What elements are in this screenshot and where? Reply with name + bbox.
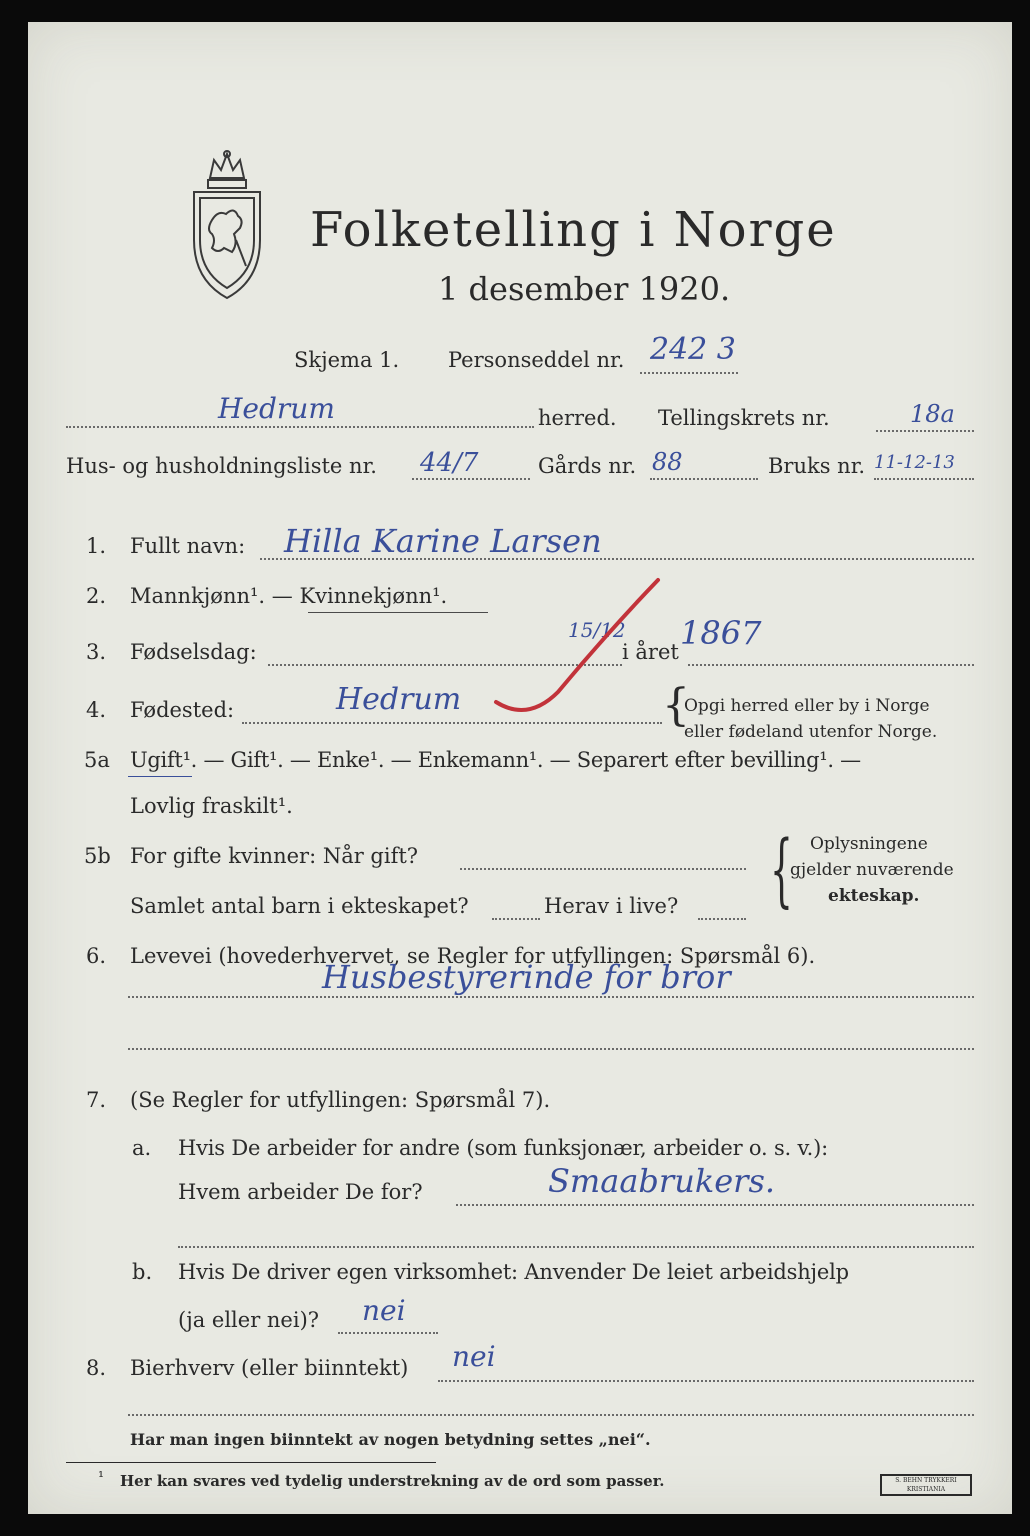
gards-label: Gårds nr. [538,454,637,478]
q7a-number: a. [132,1136,152,1160]
tellingskrets-value[interactable]: 18a [910,400,955,428]
q5b-brace: { [769,823,793,916]
q5a-ugift-underline [128,776,192,777]
q5b-line2a: Samlet antal barn i ekteskapet? [130,894,469,918]
q7b-line2: (ja eller nei)? [178,1308,320,1332]
q5b-note-line3: ekteskap. [828,886,920,906]
q7a-line1: Hvis De arbeider for andre (som funksjonær, arbeider o. s. v.): [178,1136,828,1160]
q8-line [438,1380,974,1382]
personseddel-line [640,372,738,374]
q5b-line1: For gifte kvinner: Når gift? [130,844,419,868]
q6-value[interactable]: Husbestyrerinde for bror [322,958,731,996]
bruks-value[interactable]: 11-12-13 [874,452,955,473]
skjema-label: Skjema 1. [294,348,400,372]
gards-line [650,478,758,480]
q7a-line [456,1204,974,1206]
q1-value[interactable]: Hilla Karine Larsen [284,522,602,560]
q4-note-line2: eller fødeland utenfor Norge. [684,722,938,742]
q1-label: Fullt navn: [130,534,246,558]
gards-value[interactable]: 88 [652,448,683,476]
q3-year-value[interactable]: 1867 [680,614,762,652]
q8-line2 [128,1414,974,1416]
q2-label: Mannkjønn¹. — Kvinnekjønn¹. [130,584,448,608]
bruks-label: Bruks nr. [768,454,866,478]
q5b-line2b: Herav i live? [544,894,679,918]
q4-brace: { [662,680,690,731]
q4-value[interactable]: Hedrum [336,682,462,717]
q5a-line1: Ugift¹. — Gift¹. — Enke¹. — Enkemann¹. — Separert efter bevilling¹. — [130,748,861,772]
personseddel-label: Personseddel nr. [448,348,625,372]
q3-number: 3. [86,640,107,664]
q4-note-line1: Opgi herred eller by i Norge [684,696,930,716]
q6-label: Levevei (hovederhvervet, se Regler for utfyllingen: Spørsmål 6). [130,944,816,968]
q2-number: 2. [86,584,107,608]
footer-note: Har man ingen biinntekt av nogen betydning settes „nei“. [130,1430,651,1449]
q4-number: 4. [86,698,107,722]
q8-number: 8. [86,1356,107,1380]
q7b-line [338,1332,438,1334]
hus-label: Hus- og husholdningsliste nr. [66,454,377,478]
footnote-text: Her kan svares ved tydelig understrekning av de ord som passer. [120,1472,665,1490]
hus-line [412,478,530,480]
q7b-line1: Hvis De driver egen virksomhet: Anvender De leiet arbeidshjelp [178,1260,849,1284]
q6-line1 [128,996,974,998]
q5b-when-line [460,868,746,870]
q5b-note-line2: gjelder nuværende [790,860,954,880]
q1-number: 1. [86,534,107,558]
q7b-value[interactable]: nei [362,1294,406,1327]
tellingskrets-line [876,430,974,432]
q7b-number: b. [132,1260,153,1284]
footnote-number: ¹ [98,1468,105,1486]
q7a-line2 [178,1246,974,1248]
bruks-line [874,478,974,480]
form-date: 1 desember 1920. [438,270,731,308]
q3-label: Fødselsdag: [130,640,257,664]
herred-line [66,426,534,428]
q5b-alive-line [698,918,746,920]
q5a-number: 5a [84,748,110,772]
q2-kvinnekjonn-underline [308,612,488,613]
coat-of-arms-icon [186,148,268,300]
q5a-line2: Lovlig fraskilt¹. [130,794,293,818]
q4-label: Fødested: [130,698,235,722]
q3-day-value[interactable]: 15/12 [568,618,626,642]
herred-value[interactable]: Hedrum [218,392,335,425]
printer-stamp: S. BEHN TRYKKERI KRISTIANIA [880,1474,972,1496]
q8-label: Bierhverv (eller biinntekt) [130,1356,409,1380]
q6-number: 6. [86,944,107,968]
footer-rule [66,1462,436,1463]
form-title: Folketelling i Norge [310,202,837,258]
q7a-value[interactable]: Smaabrukers. [548,1162,776,1200]
q7a-line2: Hvem arbeider De for? [178,1180,423,1204]
q5b-note-line1: Oplysningene [810,834,928,854]
q3-year-label: i året [622,640,679,664]
tellingskrets-label: Tellingskrets nr. [658,406,830,430]
personseddel-value[interactable]: 242 3 [650,332,736,367]
q5b-children-line [492,918,540,920]
hus-value[interactable]: 44/7 [420,448,479,478]
q7-label: (Se Regler for utfyllingen: Spørsmål 7). [130,1088,551,1112]
q6-line2 [128,1048,974,1050]
red-check-mark [488,572,708,732]
q5b-number: 5b [84,844,111,868]
q8-value[interactable]: nei [452,1340,496,1373]
herred-label: herred. [538,406,617,430]
q7-number: 7. [86,1088,107,1112]
census-form-sheet [28,22,1012,1514]
q3-year-line [688,664,974,666]
